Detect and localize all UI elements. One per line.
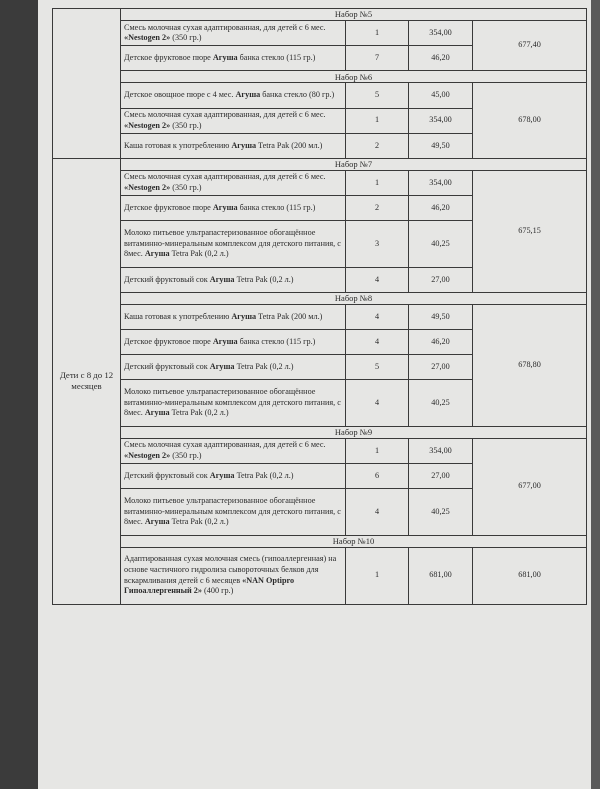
product-package: (350 гр.) (170, 183, 202, 193)
set-header-row (53, 292, 587, 304)
product-price: 45,00 (409, 83, 473, 108)
product-price: 46,20 (409, 330, 473, 355)
set-header-row (53, 71, 587, 83)
product-price: 40,25 (409, 489, 473, 535)
product-price: 27,00 (409, 464, 473, 489)
product-quantity: 1 (346, 438, 409, 463)
product-quantity: 4 (346, 380, 409, 426)
product-quantity: 7 (346, 46, 409, 71)
product-brand: Агуша (231, 140, 257, 150)
product-brand: Агуша (144, 517, 170, 527)
product-name (121, 547, 346, 604)
product-quantity: 4 (346, 330, 409, 355)
product-package: банка стекло (80 гр.) (260, 90, 335, 100)
product-price: 46,20 (409, 196, 473, 221)
product-price: 354,00 (409, 108, 473, 133)
product-package: (350 гр.) (170, 120, 202, 130)
product-desc: Молоко питьевое ультрапастеризованное обогащённое витаминно-минеральным комплексом для детского питания, с 8мес. (124, 387, 341, 418)
product-quantity: 1 (346, 547, 409, 604)
product-name (121, 221, 346, 267)
product-name (121, 489, 346, 535)
set-total: 677,40 (473, 21, 587, 71)
product-package: банка стекло (115 гр.) (237, 336, 316, 346)
product-quantity: 1 (346, 21, 409, 46)
product-desc: Смесь молочная сухая адаптированная, для детей с 6 мес. (124, 22, 326, 32)
product-quantity: 4 (346, 304, 409, 329)
product-desc: Молоко питьевое ультрапастеризованное обогащённое витаминно-минеральным комплексом для детского питания, с 8мес. (124, 228, 341, 259)
product-package: банка стекло (115 гр.) (237, 52, 316, 62)
product-quantity: 5 (346, 83, 409, 108)
product-quantity: 3 (346, 221, 409, 267)
product-price: 49,50 (409, 133, 473, 158)
product-brand: Агуша (235, 90, 261, 100)
product-price: 49,50 (409, 304, 473, 329)
product-price: 27,00 (409, 267, 473, 292)
product-price: 354,00 (409, 170, 473, 195)
set-total: 678,00 (473, 83, 587, 159)
product-desc: Детское фруктовое пюре (124, 336, 213, 346)
product-package: Tetra Pak (200 мл.) (256, 140, 323, 150)
product-desc: Детский фруктовый сок (124, 274, 210, 284)
product-desc: Детский фруктовый сок (124, 362, 210, 372)
product-row (53, 438, 587, 463)
product-desc: Детское овощное пюре с 4 мес. (124, 90, 236, 100)
product-package: Tetra Pak (0,2 л.) (169, 408, 229, 418)
product-package: (400 гр.) (202, 586, 234, 596)
set-header-row (53, 9, 587, 21)
product-package: Tetra Pak (0,2 л.) (169, 249, 229, 259)
product-name (121, 380, 346, 426)
product-package: Tetra Pak (0,2 л.) (169, 517, 229, 527)
product-package: банка стекло (115 гр.) (237, 202, 316, 212)
product-brand: Агуша (209, 274, 235, 284)
product-brand: Агуша (212, 202, 238, 212)
product-desc: Детское фруктовое пюре (124, 202, 213, 212)
product-name (121, 196, 346, 221)
set-header-row (53, 426, 587, 438)
product-desc: Смесь молочная сухая адаптированная, для детей с 6 мес. (124, 172, 326, 182)
product-quantity: 1 (346, 170, 409, 195)
product-price: 40,25 (409, 221, 473, 267)
group-cell-continued (53, 9, 121, 159)
set-title: Набор №9 (121, 426, 587, 438)
product-name (121, 108, 346, 133)
page-edge-shadow (591, 0, 600, 789)
set-total: 681,00 (473, 547, 587, 604)
product-row (53, 547, 587, 604)
product-name (121, 330, 346, 355)
product-brand: «Nestogen 2» (124, 120, 171, 130)
product-price: 354,00 (409, 438, 473, 463)
product-name (121, 304, 346, 329)
set-title: Набор №10 (121, 535, 587, 547)
product-quantity: 6 (346, 464, 409, 489)
product-price: 40,25 (409, 380, 473, 426)
product-brand: «NAN Optipro Гипоаллергенный 2» (124, 575, 295, 596)
product-name (121, 170, 346, 195)
product-row (53, 304, 587, 329)
product-name (121, 83, 346, 108)
product-desc: Детский фруктовый сок (124, 470, 210, 480)
set-total: 677,00 (473, 438, 587, 535)
product-row (53, 83, 587, 108)
set-total: 678,80 (473, 304, 587, 426)
product-name (121, 438, 346, 463)
set-header-row (53, 535, 587, 547)
set-title: Набор №8 (121, 292, 587, 304)
product-name (121, 46, 346, 71)
product-brand: Агуша (212, 52, 238, 62)
product-name (121, 21, 346, 46)
product-quantity: 2 (346, 133, 409, 158)
product-brand: Агуша (212, 336, 238, 346)
product-package: Tetra Pak (0,2 л.) (234, 362, 294, 372)
product-quantity: 2 (346, 196, 409, 221)
product-desc: Каша готовая к употреблению (124, 140, 232, 150)
product-brand: «Nestogen 2» (124, 450, 171, 460)
set-title: Набор №7 (121, 158, 587, 170)
set-title: Набор №5 (121, 9, 587, 21)
product-row (53, 170, 587, 195)
product-quantity: 1 (346, 108, 409, 133)
product-brand: «Nestogen 2» (124, 183, 171, 193)
set-header-row (53, 158, 587, 170)
product-price: 354,00 (409, 21, 473, 46)
product-desc: Молоко питьевое ультрапастеризованное обогащённое витаминно-минеральным комплексом для детского питания, с 8мес. (124, 496, 341, 527)
product-desc: Смесь молочная сухая адаптированная, для детей с 6 мес. (124, 110, 326, 120)
product-row (53, 21, 587, 46)
product-package: Tetra Pak (200 мл.) (256, 311, 323, 321)
product-quantity: 4 (346, 489, 409, 535)
product-name (121, 267, 346, 292)
product-brand: Агуша (209, 362, 235, 372)
product-package: Tetra Pak (0,2 л.) (234, 274, 294, 284)
product-package: (350 гр.) (170, 450, 202, 460)
age-group-label: Дети с 8 до 12 месяцев (53, 158, 121, 604)
product-quantity: 4 (346, 267, 409, 292)
set-total: 675,15 (473, 170, 587, 292)
product-price: 27,00 (409, 355, 473, 380)
product-package: (350 гр.) (170, 33, 202, 43)
product-name (121, 355, 346, 380)
product-brand: Агуша (231, 311, 257, 321)
set-title: Набор №6 (121, 71, 587, 83)
product-price: 681,00 (409, 547, 473, 604)
food-sets-table (52, 8, 587, 605)
product-price: 46,20 (409, 46, 473, 71)
product-desc: Смесь молочная сухая адаптированная, для детей с 6 мес. (124, 440, 326, 450)
product-name (121, 133, 346, 158)
product-brand: Агуша (209, 470, 235, 480)
product-brand: «Nestogen 2» (124, 33, 171, 43)
product-brand: Агуша (144, 249, 170, 259)
product-desc: Адаптированная сухая молочная смесь (гипоаллергенная) на основе частичного гидролиза сывороточных белков для вскармливания детей с 6 месяцев (124, 554, 337, 585)
product-package: Tetra Pak (0,2 л.) (234, 470, 294, 480)
product-brand: Агуша (144, 408, 170, 418)
product-name (121, 464, 346, 489)
product-desc: Детское фруктовое пюре (124, 52, 213, 62)
product-quantity: 5 (346, 355, 409, 380)
product-desc: Каша готовая к употреблению (124, 311, 232, 321)
